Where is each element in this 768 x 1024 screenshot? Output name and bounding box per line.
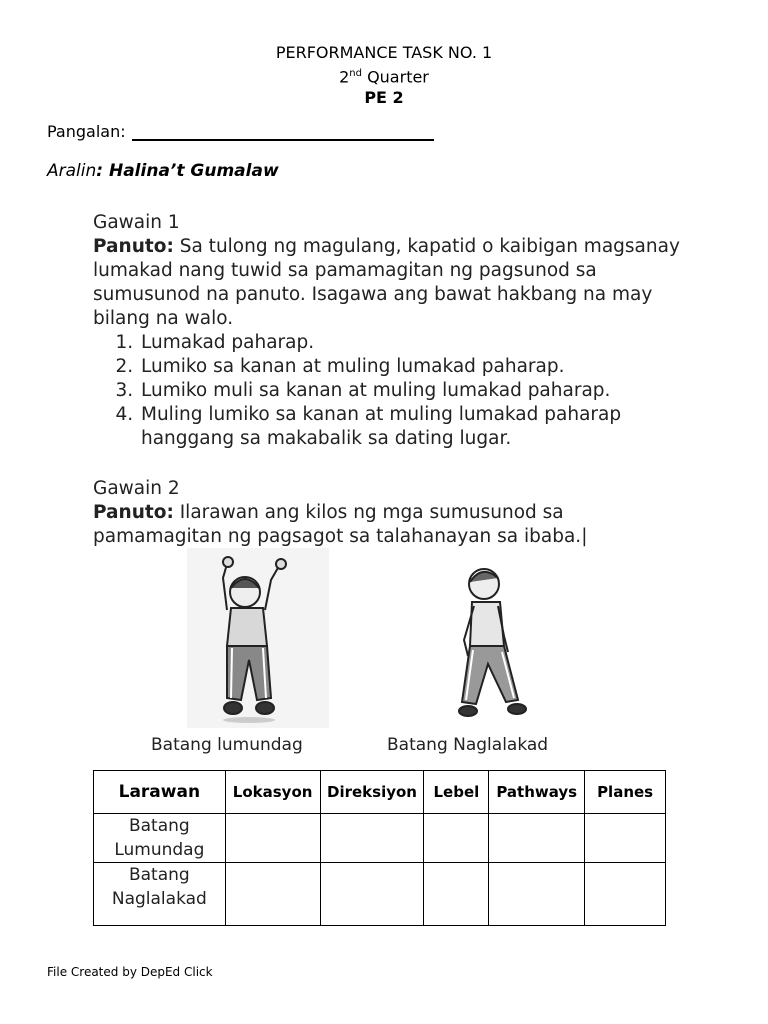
- footer-credit: File Created by DepEd Click: [47, 965, 213, 979]
- answer-cell[interactable]: [424, 814, 489, 863]
- answer-cell[interactable]: [225, 814, 320, 863]
- column-header: Pathways: [489, 771, 585, 814]
- quarter-label: [0, 63, 768, 87]
- answer-cell[interactable]: [320, 814, 424, 863]
- walking-boy-illustration: [448, 560, 558, 725]
- step-item: 1. Lumakad paharap.: [139, 331, 693, 355]
- name-blank-line: [132, 122, 434, 141]
- answer-cell[interactable]: [489, 814, 585, 863]
- document-title: PERFORMANCE TASK NO. 1: [275, 43, 493, 62]
- step-item: 4. Muling lumiko sa kanan at muling lumakad paharap hanggang sa makabalik sa dating lugar.: [139, 403, 693, 451]
- name-field: [47, 122, 434, 141]
- table-row: [94, 863, 666, 926]
- lesson-title: : Halina’t Gumalaw: [96, 161, 279, 181]
- column-header: Planes: [585, 771, 666, 814]
- subject-label: PE 2: [364, 88, 404, 108]
- answer-table: [93, 770, 666, 926]
- step-item: 2. Lumiko sa kanan at muling lumakad paharap.: [139, 355, 693, 379]
- column-header: Larawan: [94, 771, 226, 814]
- jumping-boy-illustration: [187, 548, 329, 728]
- gawain-2-section: [93, 477, 693, 549]
- row-label-cell: [94, 863, 226, 926]
- column-header: Lebel: [424, 771, 489, 814]
- panuto-text: Ilarawan ang kilos ng mga sumusunod sa pamamagitan ng pagsagot sa talahanayan sa ibaba.|: [93, 502, 588, 547]
- panuto-text: Sa tulong ng magulang, kapatid o kaibigan magsanay lumakad nang tuwid sa pamamagitan ng pagsunod sa sumusunod na panuto. Isagawa ang bawat hakbang na may bilang na walo.: [93, 236, 680, 329]
- quarter-number: 2: [339, 67, 350, 87]
- row-label-cell: [94, 814, 226, 863]
- row-label-line: Batang: [128, 865, 190, 885]
- gawain-1-title: Gawain 1: [93, 212, 180, 233]
- jumping-caption: Batang lumundag: [151, 735, 303, 755]
- gawain-1-section: [93, 211, 693, 451]
- step-item: 3. Lumiko muli sa kanan at muling lumakad paharap.: [139, 379, 693, 403]
- lesson-line: [47, 161, 279, 181]
- answer-cell[interactable]: [489, 863, 585, 926]
- column-header: Lokasyon: [225, 771, 320, 814]
- answer-cell[interactable]: [585, 863, 666, 926]
- table-header-row: [94, 771, 666, 814]
- row-label-line: Naglalakad: [111, 889, 207, 909]
- answer-cell[interactable]: [424, 863, 489, 926]
- panuto-label: Panuto:: [93, 502, 174, 523]
- gawain-2-instructions: [93, 501, 693, 549]
- column-header: Direksiyon: [320, 771, 424, 814]
- name-label: Pangalan:: [47, 122, 126, 141]
- panuto-label: Panuto:: [93, 236, 174, 257]
- row-label-line: Lumundag: [114, 840, 205, 860]
- lesson-label: Aralin: [47, 161, 97, 181]
- walking-caption: Batang Naglalakad: [387, 735, 549, 755]
- gawain-2-title: Gawain 2: [93, 478, 180, 499]
- gawain-1-instructions: [93, 235, 693, 331]
- answer-cell[interactable]: [320, 863, 424, 926]
- answer-cell[interactable]: [225, 863, 320, 926]
- document-header: [0, 42, 768, 108]
- quarter-suffix: nd: [349, 68, 362, 79]
- steps-list: [93, 331, 693, 451]
- row-label-line: Batang: [128, 816, 190, 836]
- table-row: [94, 814, 666, 863]
- quarter-word: Quarter: [361, 67, 429, 87]
- answer-cell[interactable]: [585, 814, 666, 863]
